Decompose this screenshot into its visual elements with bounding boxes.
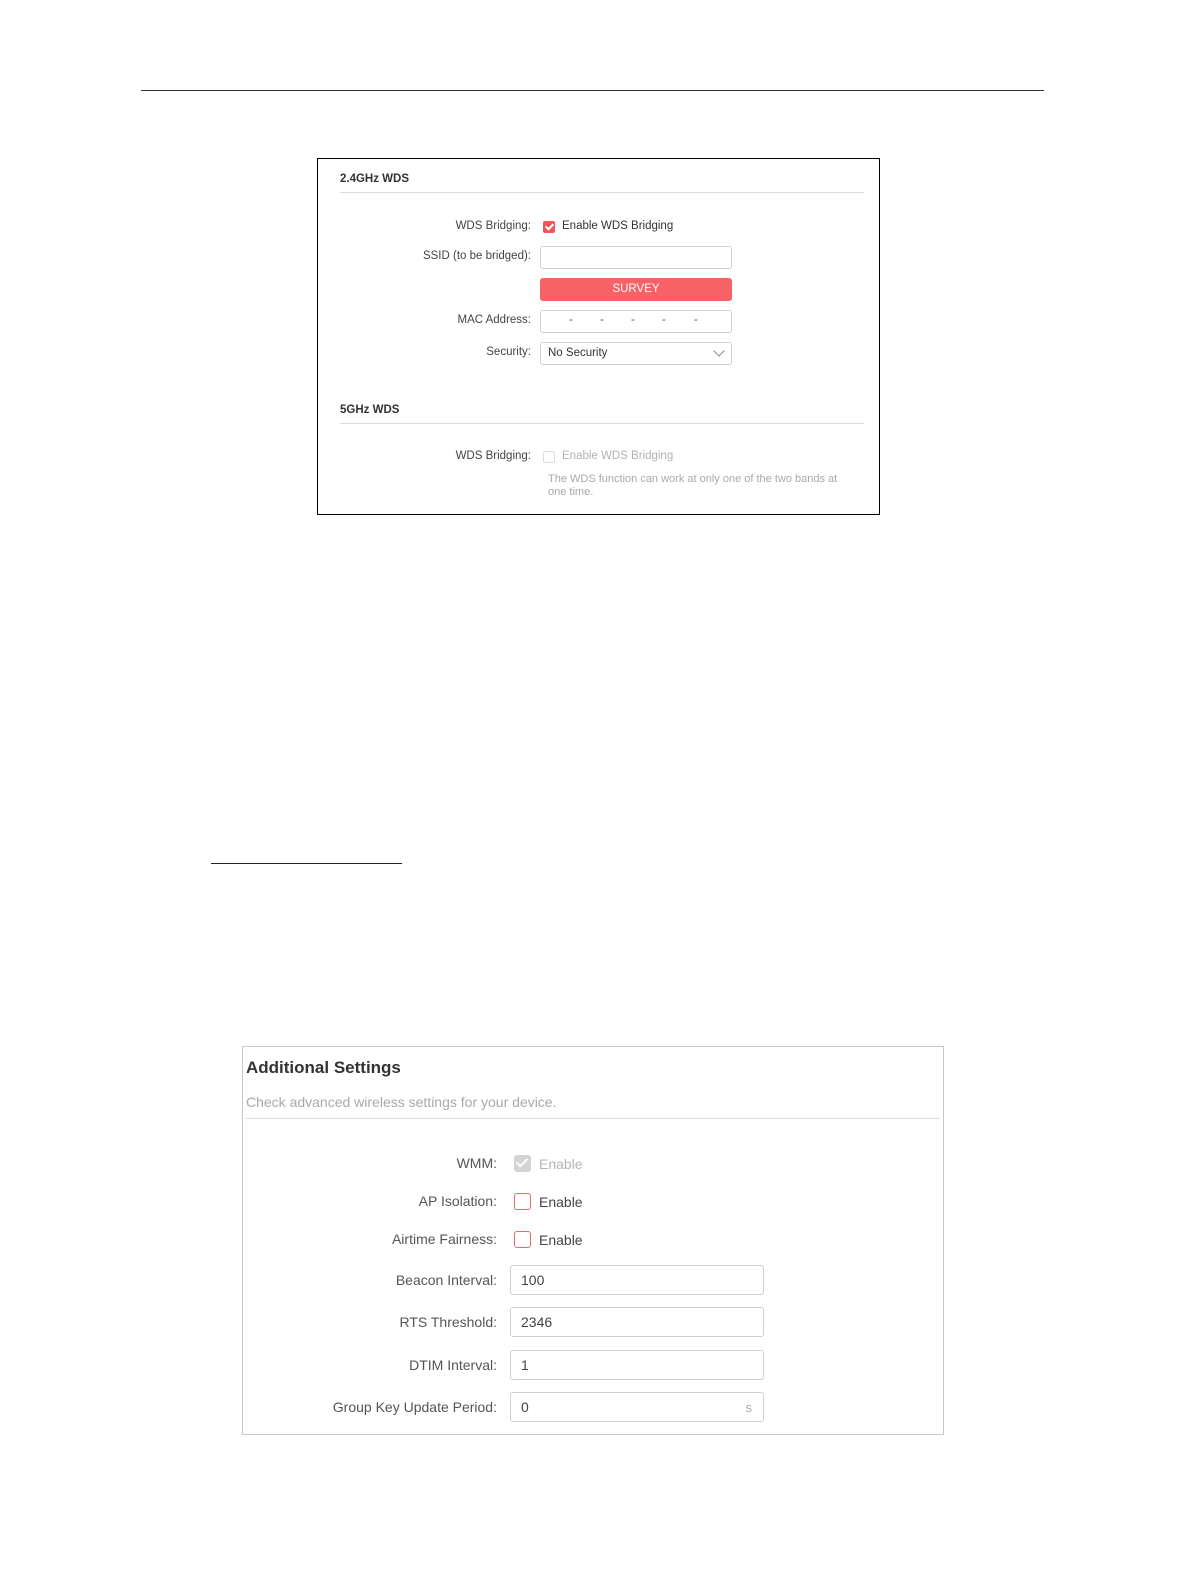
airtime-fairness-label: Airtime Fairness: bbox=[391, 1231, 497, 1247]
wds-band-note: The WDS function can work at only one of the two bands at one time. bbox=[548, 473, 838, 498]
ap-isolation-label: AP Isolation: bbox=[418, 1193, 497, 1209]
section-title-2-4ghz-wds: 2.4GHz WDS bbox=[340, 173, 410, 185]
underline-rule bbox=[211, 863, 402, 864]
chevron-down-icon[interactable] bbox=[713, 345, 724, 356]
ssid-input[interactable] bbox=[540, 246, 732, 269]
ap-isolation-checkbox[interactable] bbox=[514, 1193, 531, 1210]
mac-separator: - bbox=[600, 314, 604, 326]
mac-address-label: MAC Address: bbox=[457, 314, 531, 326]
beacon-interval-label: Beacon Interval: bbox=[395, 1272, 497, 1288]
security-select[interactable] bbox=[540, 342, 732, 365]
security-selected-value: No Security bbox=[548, 347, 608, 359]
mac-separator: - bbox=[569, 314, 573, 326]
group-key-update-period-input[interactable] bbox=[510, 1392, 764, 1422]
seconds-unit: s bbox=[745, 1400, 752, 1415]
wds-settings-panel bbox=[317, 158, 880, 515]
airtime-fairness-checkbox[interactable] bbox=[514, 1231, 531, 1248]
dtim-interval-value: 1 bbox=[521, 1357, 529, 1373]
airtime-fairness-enable-label[interactable]: Enable bbox=[539, 1232, 583, 1248]
survey-button[interactable]: SURVEY bbox=[540, 278, 732, 301]
section-divider bbox=[340, 423, 864, 424]
wds-bridging-label-5ghz: WDS Bridging: bbox=[455, 450, 531, 462]
beacon-interval-input[interactable] bbox=[510, 1265, 764, 1295]
section-divider bbox=[340, 192, 864, 193]
enable-wds-bridging-label-2-4ghz[interactable]: Enable WDS Bridging bbox=[562, 220, 674, 232]
additional-settings-panel bbox=[242, 1046, 944, 1435]
panel-subtitle: Check advanced wireless settings for your device. bbox=[246, 1094, 557, 1110]
mac-separator: - bbox=[694, 314, 698, 326]
section-title-5ghz-wds: 5GHz WDS bbox=[340, 404, 400, 416]
ap-isolation-enable-label[interactable]: Enable bbox=[539, 1194, 583, 1210]
mac-separator: - bbox=[631, 314, 635, 326]
group-key-update-period-label: Group Key Update Period: bbox=[332, 1399, 497, 1415]
panel-title: Additional Settings bbox=[246, 1058, 401, 1077]
group-key-update-period-value: 0 bbox=[521, 1399, 529, 1415]
dtim-interval-input[interactable] bbox=[510, 1350, 764, 1380]
wmm-label: WMM: bbox=[456, 1155, 497, 1171]
beacon-interval-value: 100 bbox=[521, 1272, 545, 1288]
rts-threshold-label: RTS Threshold: bbox=[399, 1314, 497, 1330]
rts-threshold-input[interactable] bbox=[510, 1307, 764, 1337]
ssid-label: SSID (to be bridged): bbox=[422, 250, 531, 262]
wds-bridging-label-2-4ghz: WDS Bridging: bbox=[455, 220, 531, 232]
page-header-rule bbox=[141, 90, 1044, 91]
wmm-enable-label[interactable]: Enable bbox=[539, 1156, 583, 1172]
wmm-checkbox[interactable] bbox=[514, 1155, 531, 1172]
security-label: Security: bbox=[486, 346, 531, 358]
mac-separator: - bbox=[662, 314, 666, 326]
enable-wds-bridging-checkbox-2-4ghz[interactable] bbox=[543, 221, 555, 233]
rts-threshold-value: 2346 bbox=[521, 1314, 553, 1330]
panel-divider bbox=[246, 1118, 940, 1119]
enable-wds-bridging-label-5ghz[interactable]: Enable WDS Bridging bbox=[562, 450, 674, 462]
enable-wds-bridging-checkbox-5ghz[interactable] bbox=[543, 451, 555, 463]
mac-address-input[interactable] bbox=[540, 310, 732, 333]
dtim-interval-label: DTIM Interval: bbox=[409, 1357, 497, 1373]
